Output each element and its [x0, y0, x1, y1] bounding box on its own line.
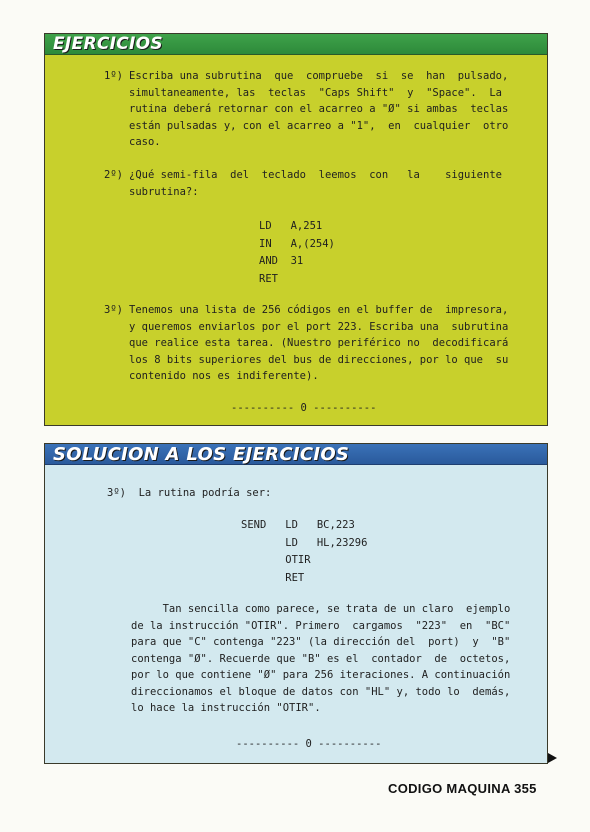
- text-line: direccionamos el bloque de datos con "HL" y, todo lo demás,: [131, 685, 511, 698]
- question-2-number: 2º): [104, 169, 123, 181]
- text-line: Tan sencilla como parece, se trata de un claro ejemplo: [131, 603, 511, 615]
- solucion-panel: [44, 443, 548, 764]
- text-line: de la instrucción "OTIR". Primero cargamos "223" en "BC": [131, 619, 511, 632]
- text-line: están pulsadas y, con el acarreo a "1", en cualquier otro: [129, 119, 509, 132]
- text-line: que realice esta tarea. (Nuestro periférico no decodificará: [129, 337, 509, 349]
- solucion-header: [45, 444, 547, 465]
- code-line: LD HL,23296: [241, 536, 368, 549]
- text-line: Tenemos una lista de 256 códigos en el buffer de impresora,: [129, 304, 509, 316]
- solution-intro: 3º) La rutina podría ser:: [107, 487, 272, 499]
- text-line: rutina deberá retornar con el acarreo a "Ø" si ambas teclas: [129, 103, 509, 115]
- text-line: contenga "Ø". Recuerde que "B" es el contador de octetos,: [131, 652, 511, 665]
- code-line: IN A,(254): [259, 237, 335, 250]
- code-line: AND 31: [259, 255, 304, 267]
- page-footer: CODIGO MAQUINA 355: [388, 781, 537, 796]
- text-line: contenido nos es indiferente).: [129, 370, 319, 382]
- text-line: caso.: [129, 136, 161, 148]
- text-line: por lo que contiene "Ø" para 256 iteraciones. A continuación: [131, 669, 511, 681]
- text-line: para que "C" contenga "223" (la dirección del port) y "B": [131, 636, 511, 648]
- solucion-title: SOLUCION A LOS EJERCICIOS: [53, 444, 350, 465]
- code-line: RET: [259, 272, 278, 285]
- text-line: ¿Qué semi-fila del teclado leemos con la siguiente: [129, 169, 502, 181]
- text-line: y queremos enviarlos por el port 223. Escriba una subrutina: [129, 320, 509, 333]
- text-line: Escriba una subrutina que compruebe si se han pulsado,: [129, 70, 509, 82]
- question-3-number: 3º): [104, 304, 123, 316]
- text-line: simultaneamente, las teclas "Caps Shift" y "Space". La: [129, 86, 502, 99]
- section-separator: ---------- 0 ----------: [231, 402, 377, 414]
- code-line: LD A,251: [259, 220, 323, 232]
- ejercicios-header: [45, 34, 547, 55]
- text-line: los 8 bits superiores del bus de direcciones, por lo que su: [129, 353, 509, 366]
- code-line: RET: [241, 571, 305, 584]
- ejercicios-panel: [44, 33, 548, 426]
- code-line: SEND LD BC,223: [241, 519, 355, 531]
- section-separator: ---------- 0 ----------: [236, 738, 382, 750]
- triangle-right-icon: [548, 753, 557, 763]
- text-line: subrutina?:: [129, 185, 199, 198]
- ejercicios-title: EJERCICIOS: [53, 34, 163, 54]
- question-1-number: 1º): [104, 70, 123, 82]
- code-line: OTIR: [241, 554, 311, 566]
- text-line: lo hace la instrucción "OTIR".: [131, 702, 321, 714]
